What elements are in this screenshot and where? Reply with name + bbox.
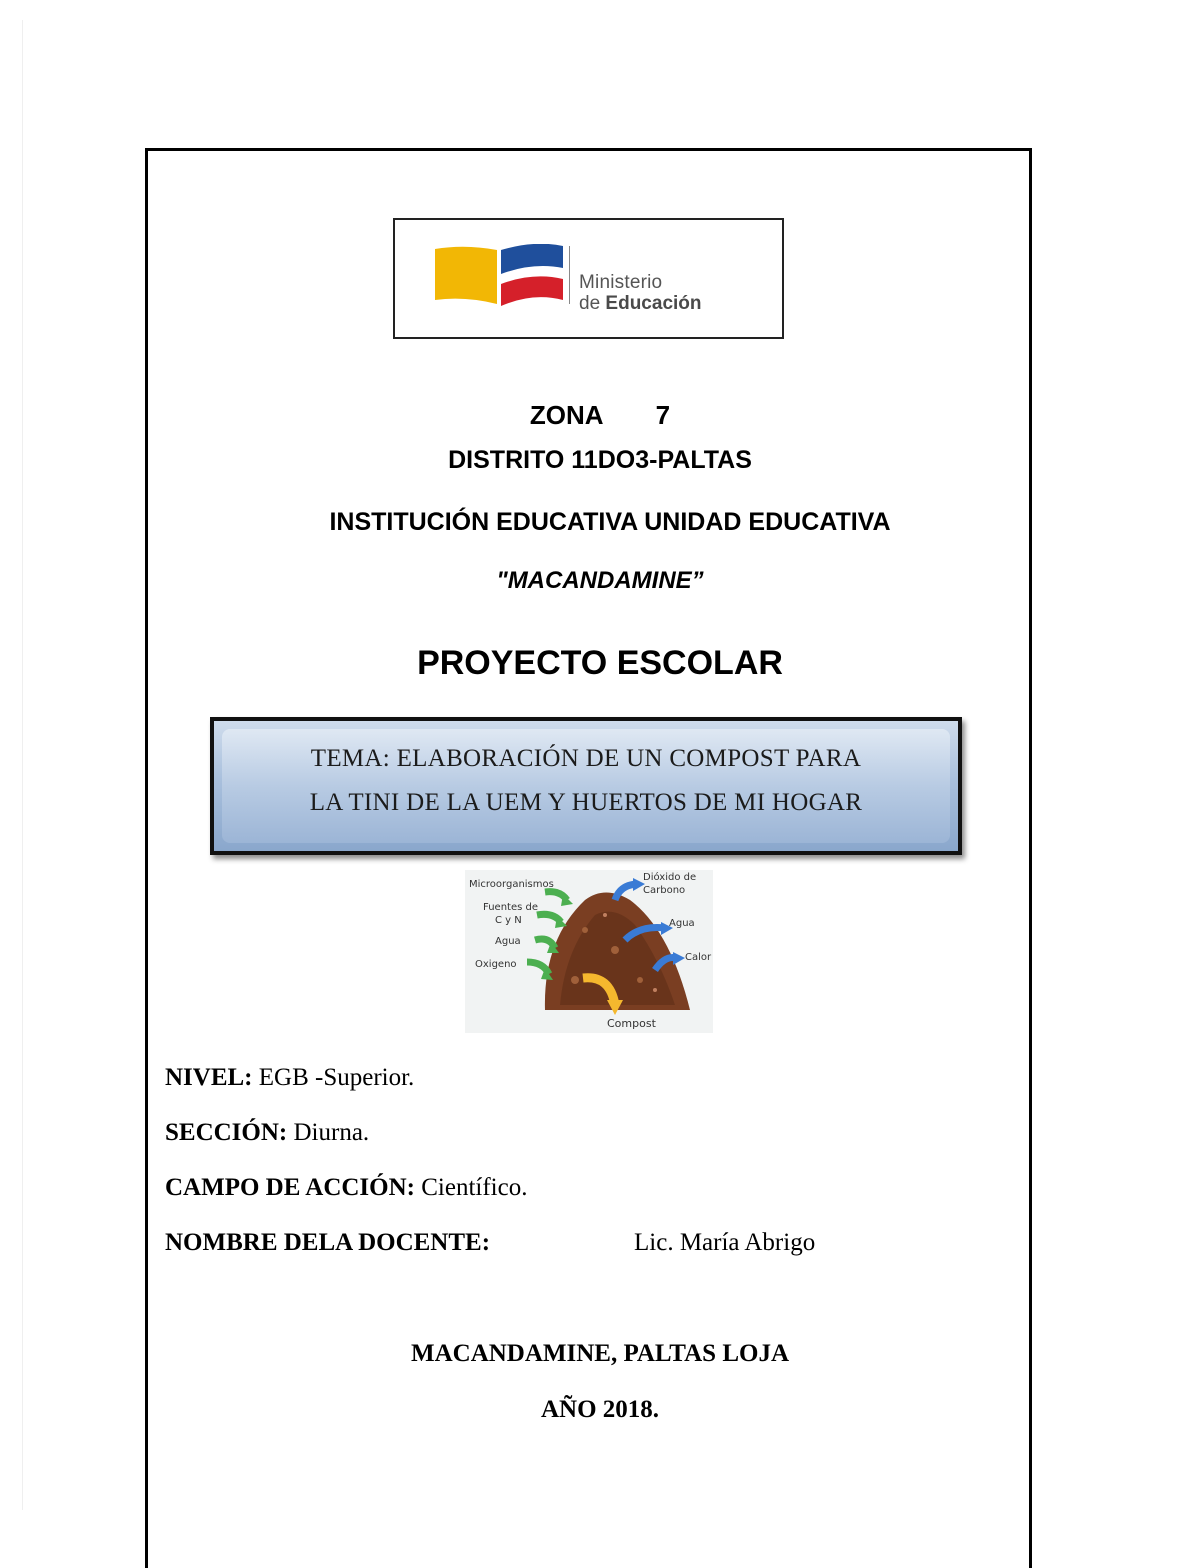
logo-text-educacion-bold: Educación: [605, 293, 702, 314]
diagram-label-carbono: Carbono: [643, 885, 686, 896]
docente-line: [165, 1229, 490, 1257]
logo-text-ministerio: Ministerio: [579, 272, 663, 293]
diagram-label-compost: Compost: [607, 1017, 656, 1030]
page-title: PROYECTO ESCOLAR: [417, 644, 783, 682]
tema-line-1: TEMA: ELABORACIÓN DE UN COMPOST PARA: [310, 745, 862, 772]
ministerio-book-icon: [435, 244, 570, 309]
page-edge-line: [22, 20, 23, 1510]
diagram-label-agua-out: Agua: [669, 918, 695, 929]
diagram-label-agua-in: Agua: [495, 936, 521, 947]
zona-heading: [0, 400, 1200, 431]
diagram-label-fuentes: Fuentes de: [483, 902, 538, 913]
diagram-label-calor: Calor: [685, 952, 712, 963]
institucion-heading: INSTITUCIÓN EDUCATIVA UNIDAD EDUCATIVA: [329, 508, 891, 536]
tema-box: [210, 717, 962, 855]
zona-label: ZONA: [529, 400, 604, 430]
diagram-label-dioxido: Dióxido de: [643, 872, 697, 883]
institution-name: "MACANDAMINE”: [496, 567, 704, 594]
diagram-label-cyn: C y N: [495, 915, 522, 926]
footer-place: MACANDAMINE, PALTAS LOJA: [410, 1340, 790, 1367]
tema-text: [214, 737, 958, 825]
seccion-value: Diurna.: [293, 1119, 370, 1146]
logo-text-de: de: [579, 293, 601, 314]
ministerio-logo-box: [393, 218, 784, 339]
docente-label: NOMBRE DELA DOCENTE:: [165, 1229, 491, 1256]
campo-label: CAMPO DE ACCIÓN:: [165, 1174, 415, 1201]
tema-line-2: LA TINI DE LA UEM Y HUERTOS DE MI HOGAR: [309, 789, 863, 816]
footer-year: AÑO 2018.: [540, 1396, 660, 1423]
nivel-line: [165, 1064, 414, 1092]
campo-line: [165, 1174, 527, 1202]
compost-diagram: [465, 870, 713, 1033]
nivel-value: EGB -Superior.: [258, 1064, 415, 1091]
docente-value: Lic. María Abrigo: [634, 1229, 816, 1256]
campo-value: Científico.: [421, 1174, 528, 1201]
distrito-heading: DISTRITO 11DO3-PALTAS: [448, 446, 752, 474]
seccion-label: SECCIÓN:: [165, 1119, 288, 1146]
diagram-label-oxigeno: Oxigeno: [475, 959, 517, 970]
diagram-label-microorganismos: Microorganismos: [469, 879, 554, 890]
logo-text-educacion: [579, 293, 702, 315]
seccion-line: [165, 1119, 369, 1147]
nivel-label: NIVEL:: [165, 1064, 253, 1091]
zona-number: 7: [655, 400, 671, 430]
